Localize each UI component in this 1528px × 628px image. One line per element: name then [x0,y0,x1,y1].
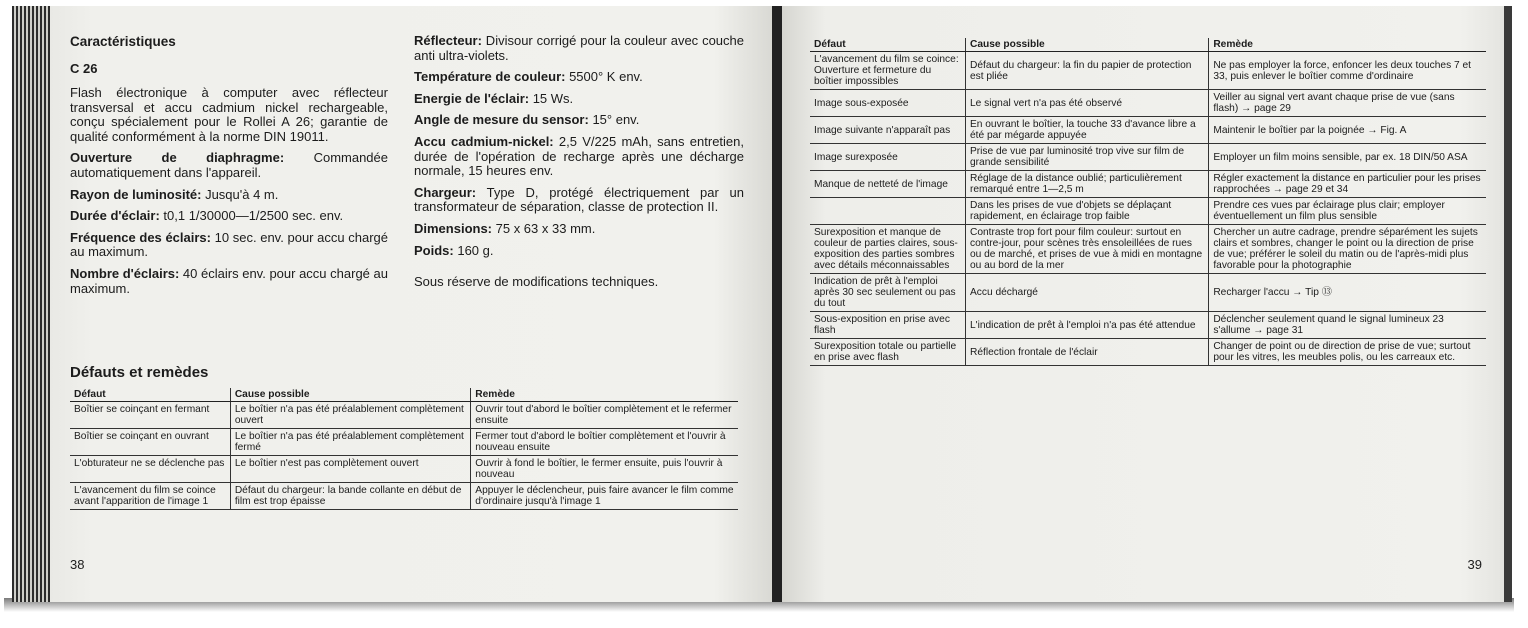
spec-item [414,92,744,107]
page-38 [50,6,772,602]
table-row [810,312,1486,339]
spec-item [70,231,388,260]
spec-label: Température de couleur: [414,69,566,85]
table-cell: Accu déchargé [965,274,1208,312]
table-cell: Réflection frontale de l'éclair [965,339,1208,366]
spec-item [414,34,744,63]
table-cell: Indication de prêt à l'emploi après 30 sec seulement ou pas du tout [810,274,965,312]
spec-label: Accu cadmium-nickel: [414,133,554,149]
table-header: Remède [471,388,738,402]
model-name: C 26 [70,61,98,76]
spec-label: Ouverture de diaphragme: [70,150,285,166]
table-row [810,339,1486,366]
spec-value: 15 Ws. [529,90,574,106]
spec-label: Réflecteur: [414,33,482,48]
table-cell: Image surexposée [810,144,965,171]
specs-column-2 [414,34,744,289]
table-row [810,274,1486,312]
table-cell: Ne pas employer la force, enfoncer les deux touches 7 et 33, puis enlever le boîtier comme d'ordinaire [1209,52,1486,90]
table-cell: Recharger l'accu → Tip ⑬ [1209,274,1486,312]
troubleshooting-table-left [70,388,738,510]
table-cell: Veiller au signal vert avant chaque prise de vue (sans flash) → page 29 [1209,90,1486,117]
table-cell: En ouvrant le boîtier, la touche 33 d'avance libre a été par mégarde appuyée [965,117,1208,144]
page-edges [12,6,50,602]
spec-value: 15° env. [588,112,640,128]
table-row [810,117,1486,144]
table-cell: L'obturateur ne se déclenche pas [70,456,230,483]
table-cell [810,198,965,225]
table-row [810,52,1486,90]
table-cell: Ouvrir à fond le boîtier, le fermer ensuite, puis l'ouvrir à nouveau [471,456,738,483]
troubleshooting-table-right [810,38,1486,366]
table-cell: Appuyer le déclencheur, puis faire avancer le film comme d'ordinaire jusqu'à l'image 1 [471,483,738,510]
table-header: Cause possible [965,38,1208,52]
table-row [70,456,738,483]
spec-value: Commandée automatiquement dans l'appareil. [70,150,388,180]
spec-label: Chargeur: [414,184,477,200]
spec-value: 10 sec. env. pour accu chargé au maximum. [70,229,389,260]
spec-label: Poids: [414,242,454,258]
section-title: Défauts et remèdes [70,364,209,381]
table-cell: Le boîtier n'a pas été préalablement complètement fermé [230,429,470,456]
spec-label: Durée d'éclair: [70,208,160,224]
page-39 [782,6,1504,602]
table-row [810,225,1486,274]
spec-item [414,70,744,85]
spec-label: Dimensions: [414,220,493,236]
table-row [810,171,1486,198]
table-cell: Maintenir le boîtier par la poignée → Fig. A [1209,117,1486,144]
spec-value: 5500° K env. [565,69,643,85]
table-cell: Défaut du chargeur: la fin du papier de protection est pliée [965,52,1208,90]
table-cell: Surexposition et manque de couleur de parties claires, sous-exposition des parties sombres avec détails méconnaissables [810,225,965,274]
table-cell: Sous-exposition en prise avec flash [810,312,965,339]
table-cell: Changer de point ou de direction de prise de vue; surtout pour les vitres, les meubles polis, ou les carreaux etc. [1209,339,1486,366]
page-number: 39 [1467,557,1482,572]
spec-item [70,86,388,144]
spec-item [70,188,388,203]
page-number: 38 [70,557,85,572]
specs-list-1 [70,86,388,296]
table-header: Cause possible [230,388,470,402]
spec-value: 2,5 V/225 mAh, sans entretien, durée de l'opération de recharge après une décharge normale, 15 heures env. [414,133,744,179]
spec-value: t0,1 1/30000—1/2500 sec. env. [159,208,344,224]
spec-item [414,244,744,259]
table-cell: Défaut du chargeur: la bande collante en début de film est trop épaisse [230,483,470,510]
spec-value: Divisour corrigé pour la couleur avec couche anti ultra-violets. [414,33,744,63]
table-row [70,429,738,456]
table-cell: Prise de vue par luminosité trop vive sur film de grande sensibilité [965,144,1208,171]
table-header: Défaut [810,38,965,52]
specs-title: Caractéristiques [70,34,176,49]
spec-label: Energie de l'éclair: [414,90,530,106]
spec-label: Fréquence des éclairs: [70,229,211,245]
specs-column-1 [70,34,388,303]
table-cell: Image suivante n'apparaît pas [810,117,965,144]
spec-item [414,135,744,179]
book-gutter [772,6,782,602]
table-cell: L'avancement du film se coince avant l'apparition de l'image 1 [70,483,230,510]
table-row [810,198,1486,225]
table-cell: Manque de netteté de l'image [810,171,965,198]
table-row [70,483,738,510]
table-cell: Le boîtier n'est pas complètement ouvert [230,456,470,483]
table-cell: Régler exactement la distance en particulier pour les prises rapprochées → page 29 et 34 [1209,171,1486,198]
table-cell: L'avancement du film se coince: Ouverture et fermeture du boîtier impossibles [810,52,965,90]
spec-item [70,209,388,224]
spec-item [414,113,744,128]
table-cell: L'indication de prêt à l'emploi n'a pas été attendue [965,312,1208,339]
table-cell: Réglage de la distance oublié; particulièrement remarqué entre 1—2,5 m [965,171,1208,198]
table-cell: Contraste trop fort pour film couleur: surtout en contre-jour, pour scènes très ensoleillées de rues ou de marché, et prises de vue à midi en montagne ou au bord de la mer [965,225,1208,274]
spec-item [70,267,388,296]
table-cell: Fermer tout d'abord le boîtier complètement et l'ouvrir à nouveau ensuite [471,429,738,456]
spec-value: 40 éclairs env. pour accu chargé au maximum. [70,265,388,296]
spec-value: 160 g. [453,242,494,258]
table-cell: Le boîtier n'a pas été préalablement complètement ouvert [230,402,470,429]
spec-value: Type D, protégé électriquement par un transformateur de séparation, classe de protection II. [414,184,744,215]
table-row [70,402,738,429]
spec-item [414,186,744,215]
spec-label: Nombre d'éclairs: [70,265,180,281]
table-header: Défaut [70,388,230,402]
spec-value: Jusqu'à 4 m. [201,186,279,202]
table-cell: Employer un film moins sensible, par ex. 18 DIN/50 ASA [1209,144,1486,171]
spec-item [70,151,388,180]
spec-label: Rayon de luminosité: [70,186,202,202]
table-cell: Le signal vert n'a pas été observé [965,90,1208,117]
table-cell: Ouvrir tout d'abord le boîtier complètement et le refermer ensuite [471,402,738,429]
spec-item [414,222,744,237]
table-cell: Déclencher seulement quand le signal lumineux 23 s'allume → page 31 [1209,312,1486,339]
table-cell: Boîtier se coinçant en ouvrant [70,429,230,456]
specs-list-2 [414,34,744,258]
technical-note: Sous réserve de modifications techniques. [414,274,659,290]
table-cell: Boîtier se coinçant en fermant [70,402,230,429]
table-row [810,90,1486,117]
table-cell: Surexposition totale ou partielle en prise avec flash [810,339,965,366]
spec-value: Flash électronique à computer avec réflecteur transversal et accu cadmium nickel rechargeable, conçu spécialement pour le Rollei A 26; garantie de qualité conformément à la norme DIN 19011. [70,85,388,144]
spec-label: Angle de mesure du sensor: [414,112,589,128]
table-row [810,144,1486,171]
table-cell: Dans les prises de vue d'objets se déplaçant rapidement, en éclairage trop faible [965,198,1208,225]
table-cell: Chercher un autre cadrage, prendre séparément les sujets clairs et sombres, changer le point ou la direction de prise de vue; préférer le soleil du matin ou de l'après-midi plus favorable pour la photographie [1209,225,1486,274]
table-header: Remède [1209,38,1486,52]
table-cell: Prendre ces vues par éclairage plus clair; employer éventuellement un film plus sensible [1209,198,1486,225]
spec-value: 75 x 63 x 33 mm. [492,220,596,236]
open-manual [12,6,1512,602]
table-cell: Image sous-exposée [810,90,965,117]
